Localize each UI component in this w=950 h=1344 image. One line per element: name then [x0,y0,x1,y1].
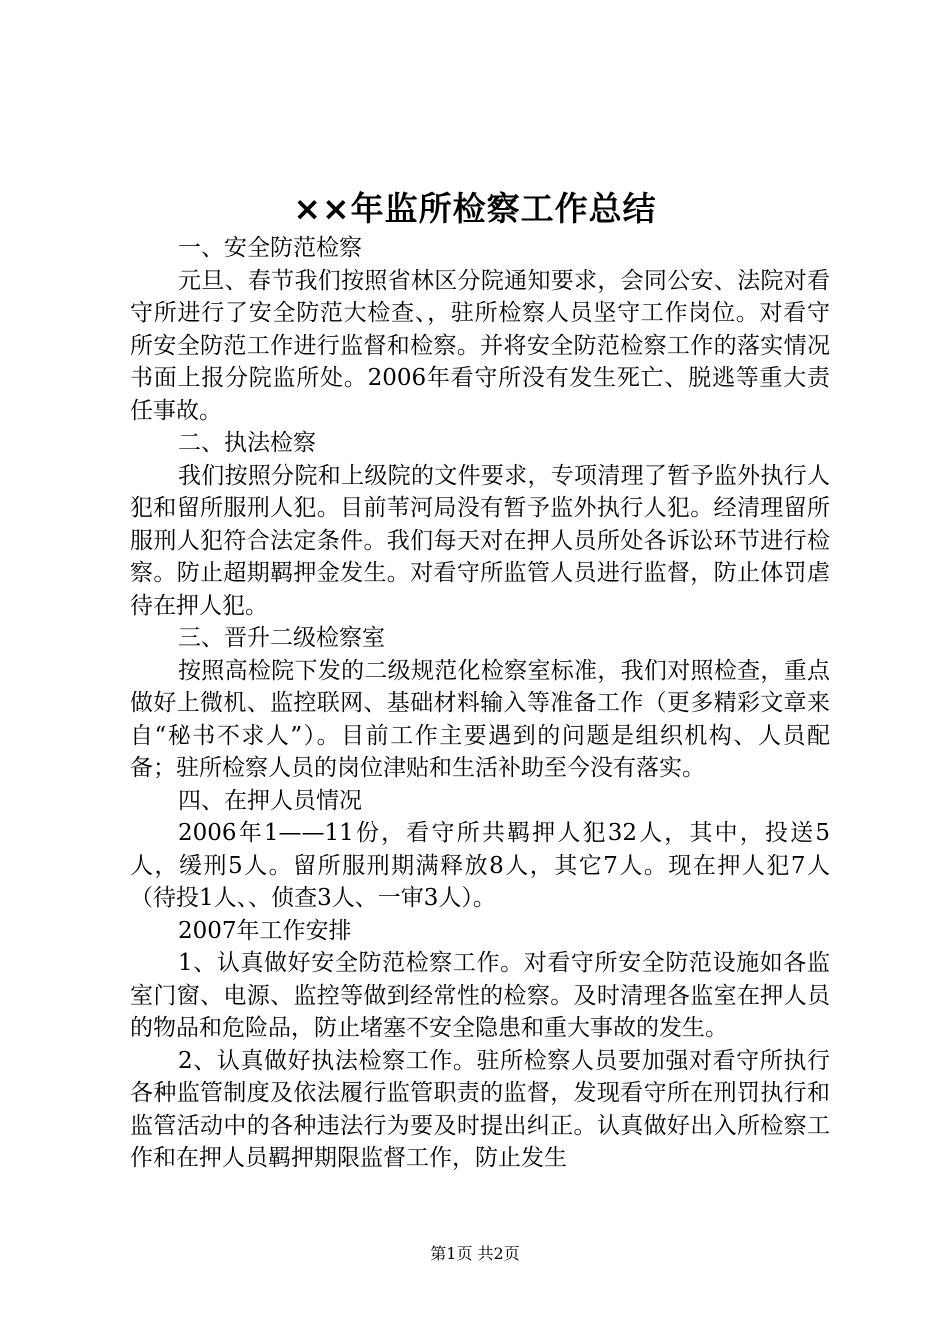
paragraph-promotion: 按照高检院下发的二级规范化检察室标准，我们对照检查，重点做好上微机、监控联网、基础材料输入等准备工作（更多精彩文章来自“秘书不求人”）。目前工作主要遇到的问题是组织机构、人员配备；驻所检察人员的岗位津贴和生活补助至今没有落实。 [130,657,830,781]
section-heading-2007-plan: 2007年工作安排 [178,917,352,944]
document-title: ××年监所检察工作总结 [293,189,657,228]
page-footer: 第1页 共2页 [430,1244,520,1263]
paragraph-safety: 元旦、春节我们按照省林区分院通知要求，会同公安、法院对看守所进行了安全防范大检查、，驻所检察人员坚守工作岗位。对看守所安全防范工作进行监督和检察。并将安全防范检察工作的落实情况书面上报分院监所处。2006年看守所没有发生死亡、脱逃等重大责任事故。 [130,267,830,424]
paragraph-detainees: 2006年1——11份，看守所共羁押人犯32人，其中，投送5人，缓刑5人。留所服刑期满释放8人，其它7人。现在押人犯7人（待投1人、、侦查3人、一审3人）。 [130,820,830,911]
paragraph-plan-item-2: 2、认真做好执法检察工作。驻所检察人员要加强对看守所执行各种监管制度及依法履行监管职责的监督，发现看守所在刑罚执行和监管活动中的各种违法行为要及时提出纠正。认真做好出入所检察工作和在押人员羁押期限监督工作，防止发生 [130,1047,830,1171]
paragraph-law-enforcement: 我们按照分院和上级院的文件要求，专项清理了暂予监外执行人犯和留所服刑人犯。目前苇河局没有暂予监外执行人犯。经清理留所服刑人犯符合法定条件。我们每天对在押人员所处各诉讼环节进行检察。防止超期羁押金发生。对看守所监管人员进行监督，防止体罚虐待在押人犯。 [130,462,830,619]
section-heading-law-enforcement: 二、执法检察 [178,430,316,456]
paragraph-plan-item-1: 1、认真做好安全防范检察工作。对看守所安全防范设施如各监室门窗、电源、监控等做到经常性的检察。及时清理各监室在押人员的物品和危险品，防止堵塞不安全隐患和重大事故的发生。 [130,950,830,1041]
section-heading-detainees: 四、在押人员情况 [178,787,362,814]
section-heading-safety: 一、安全防范检察 [178,235,362,261]
document-body [130,232,830,1175]
section-heading-promotion: 三、晋升二级检察室 [178,625,385,651]
